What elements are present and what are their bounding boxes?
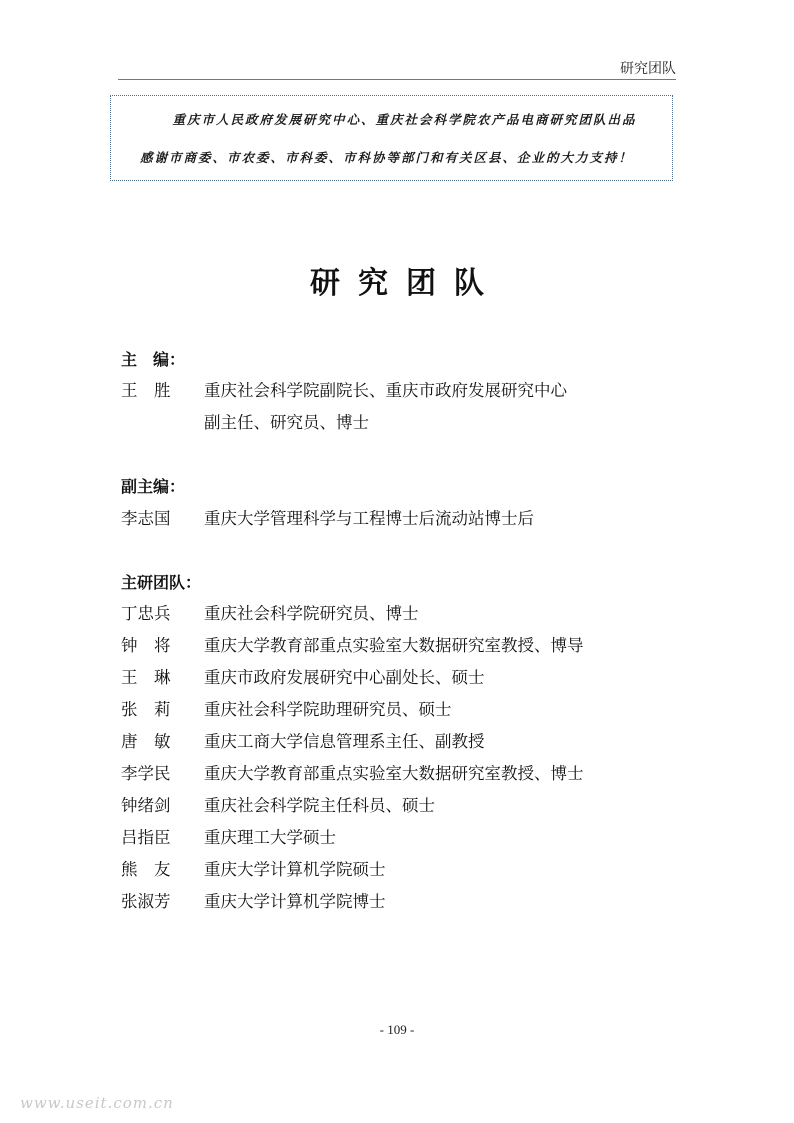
member-name: 唐 敏 <box>121 732 171 751</box>
member-desc: 重庆大学教育部重点实验室大数据研究室教授、博士 <box>204 764 584 783</box>
member-desc: 重庆大学计算机学院硕士 <box>204 860 386 879</box>
member-name: 李学民 <box>121 764 171 783</box>
member-name: 张淑芳 <box>121 892 171 911</box>
member-desc: 重庆社会科学院助理研究员、硕士 <box>204 700 452 719</box>
member-name: 丁忠兵 <box>121 604 171 623</box>
credit-line-2: 感谢市商委、市农委、市科委、市科协等部门和有关区县、企业的大力支持！ <box>139 150 633 165</box>
member-name: 王 琳 <box>121 668 171 687</box>
member-desc: 重庆大学教育部重点实验室大数据研究室教授、博导 <box>204 636 584 655</box>
member-desc: 重庆社会科学院主任科员、硕士 <box>204 796 435 815</box>
credit-line-1: 重庆市人民政府发展研究中心、重庆社会科学院农产品电商研究团队出品 <box>172 112 637 127</box>
member-name: 熊 友 <box>121 860 171 879</box>
member-desc: 重庆大学计算机学院博士 <box>204 892 386 911</box>
member-name: 钟 将 <box>121 636 171 655</box>
member-desc: 重庆工商大学信息管理系主任、副教授 <box>204 732 485 751</box>
watermark: www.useit.com.cn <box>20 1094 174 1112</box>
credit-box <box>110 95 673 181</box>
member-name: 张 莉 <box>121 700 171 719</box>
member-name: 李志国 <box>121 509 171 528</box>
member-desc: 重庆社会科学院研究员、博士 <box>204 604 419 623</box>
header-rule <box>118 79 676 80</box>
member-desc: 重庆市政府发展研究中心副处长、硕士 <box>204 668 485 687</box>
running-head: 研究团队 <box>620 61 676 77</box>
member-name: 王 胜 <box>121 381 171 400</box>
member-name: 吕指臣 <box>121 828 171 847</box>
section-label-editor: 主 编： <box>121 350 186 369</box>
section-label-deputy-editor: 副主编： <box>121 477 186 496</box>
member-desc: 重庆理工大学硕士 <box>204 828 336 847</box>
member-desc: 重庆社会科学院副院长、重庆市政府发展研究中心 <box>204 381 567 400</box>
member-desc: 重庆大学管理科学与工程博士后流动站博士后 <box>204 509 534 528</box>
member-desc-continued: 副主任、研究员、博士 <box>204 413 369 432</box>
page-title: 研究团队 <box>310 266 502 301</box>
section-label-team: 主研团队： <box>121 573 202 592</box>
page-number: - 109 - <box>379 1022 415 1037</box>
member-name: 钟绪剑 <box>121 796 171 815</box>
